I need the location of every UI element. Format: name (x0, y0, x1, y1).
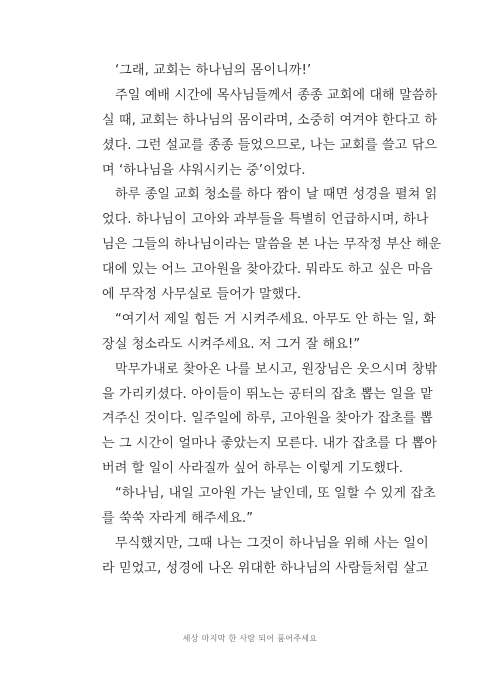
text-line: “여기서 제일 힘든 거 시켜주세요. 아무도 안 하는 일, 화 (115, 311, 436, 327)
text-line: 를 쑥쑥 자라게 해주세요.” (102, 511, 254, 527)
text-line: 막무가내로 찾아온 나를 보시고, 원장님은 웃으시며 창밖 (115, 361, 438, 377)
text-line: 라 믿었고, 성경에 나온 위대한 하나님의 사람들처럼 살고 (102, 560, 429, 576)
text-line: 버려 할 일이 사라질까 싶어 하루는 이렇게 기도했다. (102, 461, 404, 477)
text-line: 님은 그들의 하나님이라는 말씀을 본 나는 무작정 부산 해운 (102, 237, 442, 253)
text-line: 장실 청소라도 시켜주세요. 저 그거 잘 해요!” (102, 336, 361, 352)
text-line: 실 때, 교회는 하나님의 몸이라며, 소중히 여겨야 한다고 하 (102, 112, 438, 128)
text-line: 주일 예배 시간에 목사님들께서 종종 교회에 대해 말씀하 (115, 87, 438, 103)
text-line: 대에 있는 어느 고아원을 찾아갔다. 뭐라도 하고 싶은 마음 (102, 262, 433, 278)
text-line: 을 가리키셨다. 아이들이 뛰노는 공터의 잡초 뽑는 일을 맡 (102, 386, 433, 402)
running-footer: 세상 마지막 한 사람 되어 품어주세요 (182, 634, 318, 643)
text-line: 었다. 하나님이 고아와 과부들을 특별히 언급하시며, 하나 (102, 212, 429, 228)
text-line: ‘그래, 교회는 하나님의 몸이니까!’ (115, 63, 312, 78)
text-line: 셨다. 그런 설교를 종종 들었으므로, 나는 교회를 쓸고 닦으 (102, 137, 438, 153)
text-line: 며 ‘하나님을 샤워시키는 중’이었다. (102, 162, 306, 178)
text-line: 에 무작정 사무실로 들어가 말했다. (102, 287, 302, 303)
text-line: “하나님, 내일 고아원 가는 날인데, 또 일할 수 있게 잡초 (115, 486, 436, 502)
text-line: 는 그 시간이 얼마나 좋았는지 모른다. 내가 잡초를 다 뽑아 (102, 436, 438, 452)
text-line: 무식했지만, 그때 나는 그것이 하나님을 위해 사는 일이 (115, 535, 429, 551)
body-text (102, 59, 442, 582)
text-line: 겨주신 것이다. 일주일에 하루, 고아원을 찾아가 잡초를 뽑 (102, 411, 433, 427)
text-line: 하루 종일 교회 청소를 하다 짬이 날 때면 성경을 펼쳐 읽 (115, 187, 438, 203)
